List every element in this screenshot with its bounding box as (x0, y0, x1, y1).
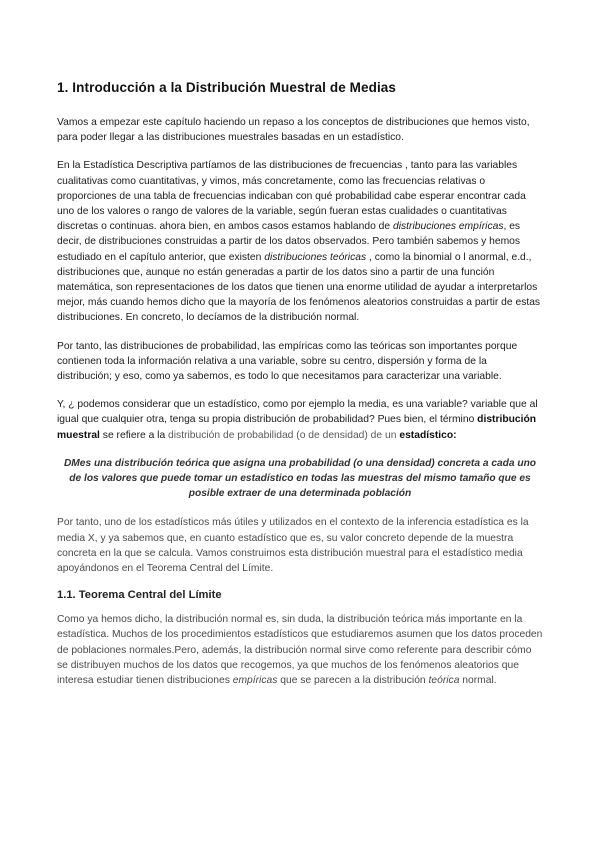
term-statistic: estadístico: (399, 429, 457, 441)
text-run: , como la binomial o l anormal, e.d., distribuciones que, aunque no están generadas a partir de los datos sino a partir de una función matemática, son representaciones de los datos que tienen una enorme utilidad de ayudar a interpretarlos mejor, más cuando hemos dicho que la mayoría de los fenómenos aleatorios construidas a partir de estas distribuciones. En concreto, lo decíamos de la distribución normal. (57, 251, 541, 324)
document-content (57, 80, 543, 701)
section-title: 1. Introducción a la Distribución Muestral de Medias (57, 80, 397, 95)
term-sampling-distribution: distribución muestral (57, 414, 537, 441)
text-run: que se parecen a la distribución (280, 675, 429, 687)
paragraph-descriptive (57, 158, 543, 325)
text-run: , es decir, de distribuciones construidas a partir de los datos observados. Pero también sabemos y hemos estudiado en el capítulo anterior, que existen (57, 221, 521, 263)
definition-quote: DMes una distribución teórica que asigna una probabilidad (o una densidad) concreta a cada uno de los valores que puede tomar un estadístico en todas las muestras del mismo tamaño que es posible extraer de una determinada población (63, 457, 537, 500)
paragraph-intro: Vamos a empezar este capítulo haciendo un repaso a los conceptos de distribuciones que hemos visto, para poder llegar a las distribuciones muestrales basadas en un estadístico. (57, 117, 530, 144)
text-run: normal. (462, 675, 497, 687)
text-run: Como ya hemos dicho, la distribución normal es, sin duda, la distribución teórica más importante en la estadística. Muchos de los procedimientos estadísticos que estudiaremos asumen que los datos proceden de poblaciones normales.Pero, además, la distribución normal sirve como referente para describir cómo se distribuyen muchos de los datos que recogemos, ya que muchos de los fenómenos aleatorios que interesa estudiar tienen distribuciones (57, 614, 543, 687)
paragraph-normal (57, 612, 543, 688)
emphasis-empirical: distribuciones empíricas (393, 221, 504, 233)
subsection-title: 1.1. Teorema Central del Límite (57, 589, 222, 602)
emphasis-theoretical: teórica (428, 675, 460, 687)
paragraph-statistic (57, 397, 543, 443)
text-run-gray: distribución de probabilidad (o de densidad) de un (168, 429, 397, 441)
paragraph-mean: Por tanto, uno de los estadísticos más útiles y utilizados en el contexto de la inferencia estadística es la media X, y ya sabemos que, en cuanto estadístico que es, su valor concreto depende de la muestra concreta en la que se calcula. Vamos construimos esta distribución muestral para el estadístico media apoyándonos en el Teorema Central del Límite. (57, 517, 529, 575)
paragraph-probability: Por tanto, las distribuciones de probabilidad, las empíricas como las teóricas son importantes porque contienen toda la información relativa a una variable, sobre su centro, dispersión y forma de la distribución; y eso, como ya sabemos, es todo lo que necesitamos para caracterizar una variable. (57, 340, 518, 383)
text-run: Y, ¿ podemos considerar que un estadístico, como por ejemplo la media, es una variable? variable que al igual que cualquier otra, tenga su propia distribución de probabilidad? Pues bien, el término (57, 399, 538, 426)
emphasis-empirical: empíricas (232, 675, 278, 687)
text-run: En la Estadística Descriptiva partíamos de las distribuciones de frecuencias , tanto para las variables cualitativas como cuantitativas, y vimos, más concretamente, como las frecuencias relativas o proporciones de una tabla de frecuencias indicaban con qué probabilidad cabe esperar encontrar cada uno de los valores o rango de valores de la variable, según fueran estas cualidades o cuantitativas discretas o continuas. ahora bien, en ambos casos estamos hablando de (57, 160, 526, 233)
emphasis-theoretical: distribuciones teóricas (264, 251, 367, 263)
text-run: se refiere a la (99, 429, 169, 441)
